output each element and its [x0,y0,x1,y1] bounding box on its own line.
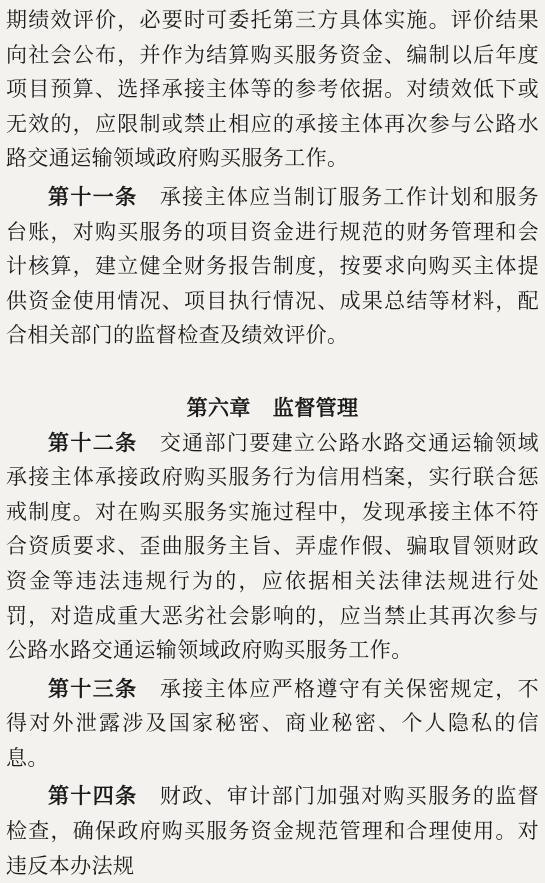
article-14-number: 第十四条 [48,783,138,809]
spacer [6,353,539,391]
article-11-text: 承接主体应当制订服务工作计划和服务台账，对购买服务的项目资金进行规范的财务管理和会计核算，建立健全财务报告制度，按要求向购买主体提供资金使用情况、项目执行情况、成果总结等材料，配合相关部门的监督检查及绩效评价。 [6,184,539,348]
article-14-text: 财政、审计部门加强对购买服务的监督检查，确保政府购买服务资金规范管理和合理使用。对违反本办法规 [6,784,539,878]
article-12-number: 第十二条 [48,429,138,455]
chapter-number: 第六章 [186,394,251,420]
article-12-text: 交通部门要建立公路水路交通运输领域承接主体承接政府购买服务行为信用档案，实行联合惩戒制度。对在购买服务实施过程中，发现承接主体不符合资质要求、歪曲服务主旨、弄虚作假、骗取冒领财政资金等违法违规行为的，应依据相关法律法规进行处罚，对造成重大恶劣社会影响的，应当禁止其再次参与公路水路交通运输领域政府购买服务工作。 [6,430,539,663]
article-13-text: 承接主体应严格遵守有关保密规定，不得对外泄露涉及国家秘密、商业秘密、个人隐私的信息。 [6,676,539,770]
article-13 [6,672,539,776]
article-13-number: 第十三条 [48,675,138,701]
article-11 [6,180,539,353]
chapter-title: 监督管理 [272,394,359,420]
continued-paragraph: 期绩效评价，必要时可委托第三方具体实施。评价结果向社会公布，并作为结算购买服务资金、编制以后年度项目预算、选择承接主体等的参考依据。对绩效低下或无效的，应限制或禁止相应的承接主体再次参与公路水路交通运输领域政府购买服务工作。 [6,8,539,171]
article-12 [6,426,539,668]
article-11-number: 第十一条 [48,183,138,209]
chapter-heading [6,391,539,426]
article-14 [6,779,539,883]
